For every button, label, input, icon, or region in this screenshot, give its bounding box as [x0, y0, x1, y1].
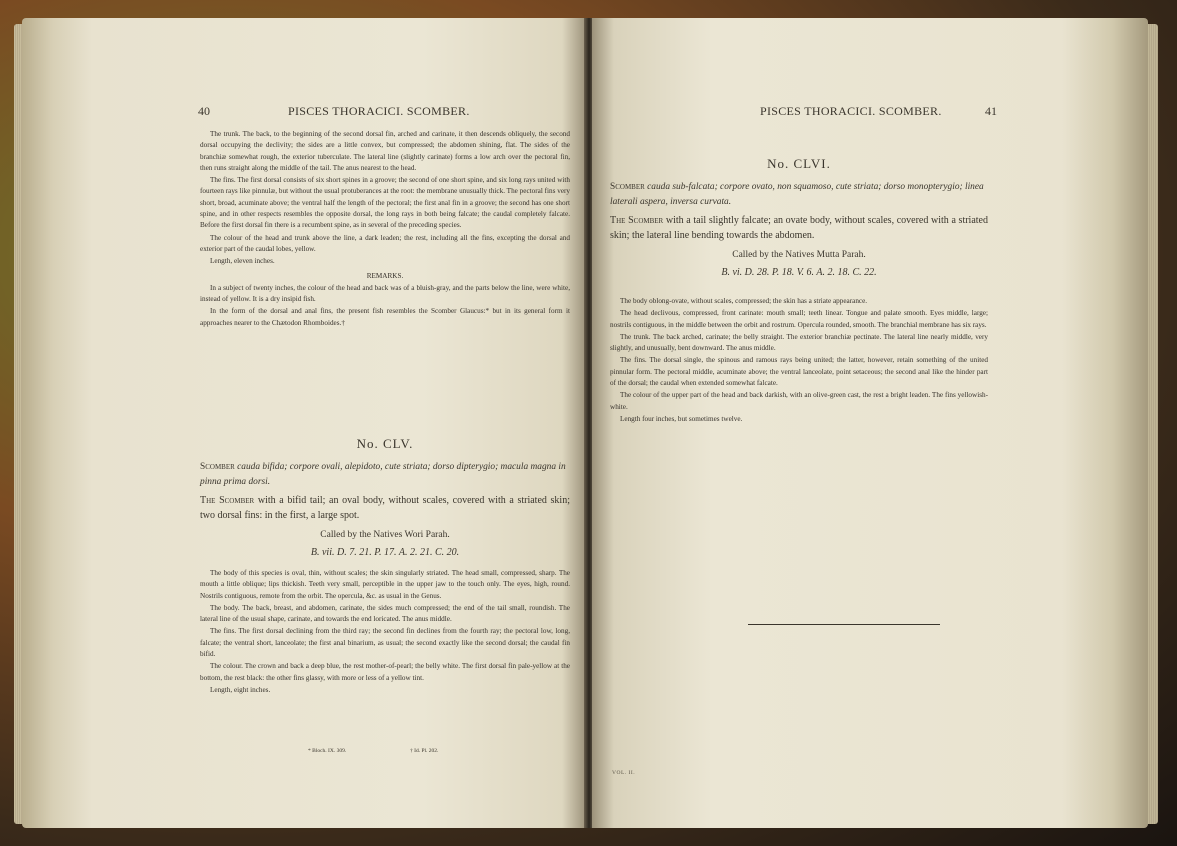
diagnosis-text: cauda bifida; corpore ovali, alepidoto, cute striata; dorso dipterygio; macula magna in pinna prima dorsi. — [200, 462, 566, 487]
footnote-2: † Id. Pl. 202. — [410, 748, 439, 754]
entry-number-clv: No. CLV. — [356, 436, 414, 451]
paragraph: In the form of the dorsal and anal fins, the present fish resembles the Scomber Glaucus:* but in its general form it approaches nearer to the Chætodon Rhomboides.† — [200, 307, 570, 327]
paragraph: The trunk. The back arched, carinate; the belly straight. The exterior branchiæ pectinate. The lateral line nearly middle, very slightly, and unusually, bent downward. The anus middle. — [610, 332, 988, 353]
diagnosis-text: cauda sub-falcata; corpore ovato, non squamoso, cute striata; dorso monopterygio; linea laterali aspera, inversa curvata. — [610, 182, 984, 207]
footnote-1: * Bloch. IX. 309. — [308, 748, 347, 754]
paragraph: The body of this species is oval, thin, without scales; the skin singularly striated. The head small, compressed, sharp. The mouth a little oblique; lips thickish. Teeth very small, perceptible in the upper jaw to the touch only. The eyes, high, round. Nostrils contiguous, remote from the orbit. The opercula, &c. as usual in the Genus. — [200, 569, 570, 600]
scientific-name-clv — [200, 460, 570, 490]
paragraph: The colour of the upper part of the head and back darkish, with an olive-green cast, the rest a bright leaden. The fins yellowish-white. — [610, 391, 988, 411]
entry-number-clvi: No. CLVI. — [767, 156, 831, 171]
fin-formula-clv: B. vii. D. 7. 21. P. 17. A. 2. 21. C. 20. — [310, 547, 460, 558]
paragraph: The colour. The crown and back a deep blue, the rest mother-of-pearl; the belly white. The first dorsal fin pale-yellow at the bottom, the rest black: the other fins glassy, with more or less of a yellow tint. — [200, 662, 570, 682]
remarks-heading: REMARKS. — [366, 271, 404, 280]
paragraph: The fins. The first dorsal declining from the third ray; the second fin declines from the fourth ray; the pectoral low, long, falcate; the ventral short, lanceolate; the first anal binarium, as usual; the second exactly like the second dorsal; the caudal fin bifid. — [200, 627, 570, 659]
right-text — [610, 296, 988, 426]
description-text: with a tail slightly falcate; an ovate body, without scales, covered with a striated skin; the lateral line bending towards the abdomen. — [610, 215, 988, 241]
left-page-number: 40 — [198, 104, 210, 118]
genus-label: Scomber — [200, 462, 235, 472]
english-description-clvi — [610, 213, 988, 243]
native-name-clvi: Called by the Natives Mutta Parah. — [732, 250, 866, 260]
paragraph: The body. The back, breast, and abdomen, carinate, the sides much compressed; the end of the tail small, roundish. The lateral line of the usual shape, carinate, and towards the end loricated. The anus middle. — [200, 603, 570, 624]
scientific-name-clvi — [610, 180, 988, 210]
fin-formula-clvi: B. vi. D. 28. P. 18. V. 6. A. 2. 18. C. 22. — [721, 267, 877, 278]
volume-signature: VOL. II. — [612, 770, 636, 776]
paragraph: In a subject of twenty inches, the colour of the head and back was of a bluish-gray, and the parts below the line, were white, instead of yellow. It is a dry insipid fish. — [200, 283, 570, 304]
right-page-number: 41 — [985, 104, 997, 118]
paragraph: The fins. The first dorsal consists of six short spines in a groove; the second of one short spine, and six long rays united with fourteen rays like pinnulæ, but without the usual protuberances at the root: the membrane unusually thick. The pectoral fins very short, broad, acuminate above; the ventral half the length of the pectoral; the first anal fin in a groove; the second has one short spine, and in other respects resembles the opposite dorsal, the long rays in both being falcate; the caudal completely falcate. Before the first dorsal fin there is a recumbent spine, as in several of the preceding species. — [200, 176, 570, 230]
paragraph: The colour of the head and trunk above the line, a dark leaden; the rest, including all the fins, excepting the dorsal and exterior part of the caudal lobes, yellow. — [200, 233, 570, 253]
right-running-head: PISCES THORACICI. SCOMBER. — [760, 104, 942, 118]
paragraph: The body oblong-ovate, without scales, compressed; the skin has a striate appearance. — [620, 297, 868, 305]
genus-label: Scomber — [610, 182, 645, 192]
left-top-text — [200, 129, 570, 330]
genus-label: The Scomber — [200, 495, 255, 506]
english-description-clv — [200, 493, 570, 523]
paragraph: Length, eleven inches. — [210, 257, 275, 266]
paragraph: The head declivous, compressed, front carinate: mouth small; teeth linear. Tongue and palate smooth. Eyes middle, large; nostrils contiguous, in the middle between the orbit and rostrum. Opercula rounded, smooth. The branchial membrane has six rays. — [610, 309, 988, 329]
paragraph: The trunk. The back, to the beginning of the second dorsal fin, arched and carinate, it then descends obliquely, the second dorsal occupying the declivity; the sides are a little convex, but compressed; the abdomen shining, flat. The sides of the branchiæ somewhat rough, the exterior tuberculate. The lateral line (slightly carinate) forms a low arch over the pectoral fin, then runs straight along the middle of the tail. The anus nearest to the head. — [200, 130, 570, 172]
description-text: with a bifid tail; an oval body, without scales, covered with a striated skin; two dorsal fins: in the first, a large spot. — [200, 495, 570, 521]
left-running-head: PISCES THORACICI. SCOMBER. — [288, 104, 470, 118]
end-rule — [748, 624, 940, 625]
genus-label: The Scomber — [610, 215, 664, 226]
paragraph: Length four inches, but sometimes twelve. — [620, 414, 743, 423]
paragraph: Length, eight inches. — [210, 685, 271, 694]
native-name-clv: Called by the Natives Wori Parah. — [320, 530, 450, 540]
paragraph: The fins. The dorsal single, the spinous and ramous rays being united; the latter, however, retain something of the united pinnular form. The pectoral middle, acuminate above; the ventral lanceolate, point setaceous; the second anal like the hinder part of the dorsal; the caudal when extended somewhat falcate. — [610, 356, 988, 388]
left-bottom-text — [200, 568, 570, 697]
